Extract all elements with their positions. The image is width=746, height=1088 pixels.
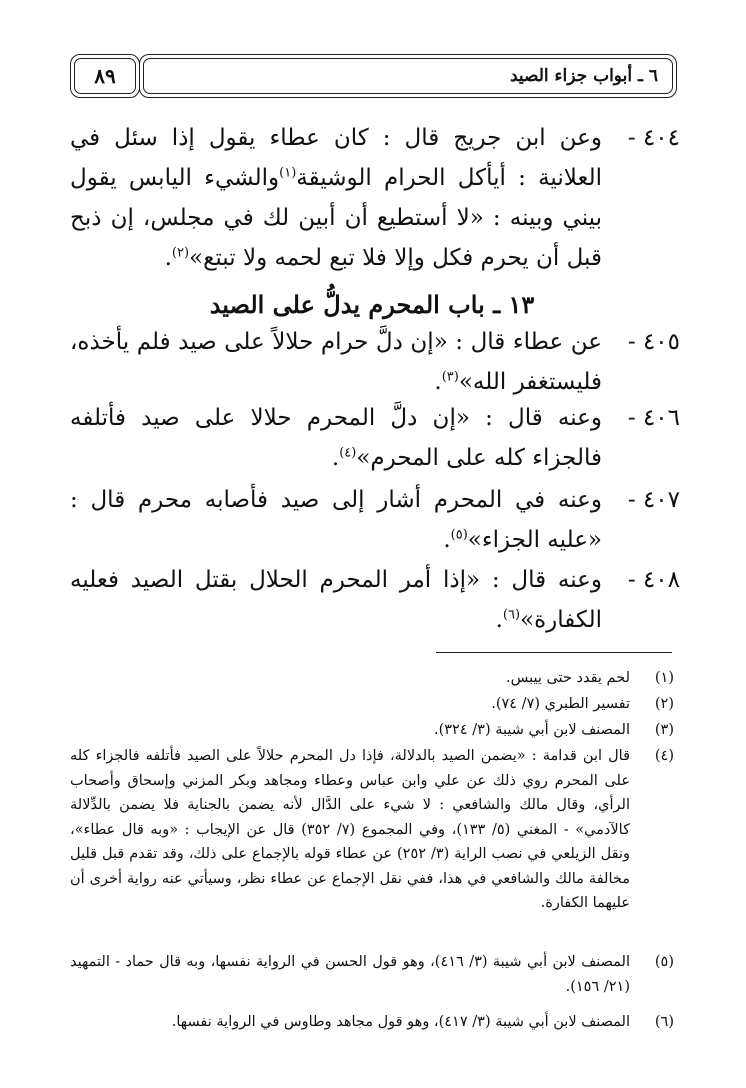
entry-text: وعنه قال : «إذا أمر المحرم الحلال بقتل الصيد فعليه الكفارة»$^{(٦)}$.	[70, 567, 602, 633]
entry-number: ٤٠٤ -	[627, 125, 680, 151]
entry-text: وعنه في المحرم أشار إلى صيد فأصابه محرم قال : «عليه الجزاء»$^{(٥)}$.	[70, 487, 602, 553]
footnote-number: (١)	[654, 670, 674, 686]
entry-405	[70, 322, 680, 402]
entry-406	[70, 398, 680, 478]
page-number: ٨٩	[94, 64, 116, 88]
footnote-divider	[436, 652, 672, 653]
footnote-4	[70, 744, 674, 916]
footnote-5	[70, 950, 674, 999]
footnote-6	[70, 1010, 674, 1035]
page-number-box	[74, 58, 136, 94]
footnote-1	[70, 666, 674, 691]
entry-text: وعن ابن جريج قال : كان عطاء يقول إذا سئل في العلانية : أيأكل الحرام الوشيقة$^{(١)}$والشيء اليابس يقول بيني وبينه : «لا أستطيع أن أبين لك في مجلس، إن ذبح قبل أن يحرم فكل وإلا فلا تبع لحمه ولا تبتع»$^{(٢)}$.	[70, 125, 602, 271]
entry-text: وعنه قال : «إن دلَّ المحرم حلالا على صيد فأتلفه فالجزاء كله على المحرم»$^{(٤)}$.	[70, 405, 602, 471]
footnote-ref: (٣)	[441, 369, 459, 385]
footnote-number: (٥)	[654, 954, 674, 970]
entry-number: ٤٠٨ -	[627, 567, 680, 593]
chapter-header	[143, 58, 673, 94]
entry-number: ٤٠٥ -	[627, 329, 680, 355]
chapter-title: ٦ ـ أبواب جزاء الصيد	[509, 66, 658, 86]
section-title: ١٣ ـ باب المحرم يدلُّ على الصيد	[209, 290, 535, 319]
footnote-ref: (٥)	[450, 527, 468, 543]
footnote-number: (٦)	[654, 1014, 674, 1030]
footnote-2	[70, 692, 674, 717]
entry-407	[70, 480, 680, 560]
footnote-text: المصنف لابن أبي شيبة (٣/ ٤١٧)، وهو قول مجاهد وطاوس في الرواية نفسها.	[171, 1014, 630, 1030]
footnote-text: تفسير الطبري (٧/ ٧٤).	[491, 696, 630, 712]
footnote-text: المصنف لابن أبي شيبة (٣/ ٣٢٤).	[433, 722, 630, 738]
footnote-3	[70, 718, 674, 743]
footnote-ref: (٤)	[339, 445, 357, 461]
footnote-number: (٢)	[654, 696, 674, 712]
entry-408	[70, 560, 680, 640]
entry-404	[70, 118, 680, 278]
entry-number: ٤٠٧ -	[627, 487, 680, 513]
footnote-text: قال ابن قدامة : «يضمن الصيد بالدلالة، فإذا دل المحرم حلالاً على الصيد فأتلفه فالجزاء كله على المحرم روي ذلك عن علي وابن عباس وعطاء ومجاهد وبكر المزني وإسحاق وأصحاب الرأي، وقال مالك والشافعي : لا شيء على الدَّال لأنه يضمن بالجناية فلا يضمن بالدِّلالة كالآدمي» - المغني (٥/ ١٣٣)، وفي المجموع (٧/ ٣٥٢) قال عن الإيجاب : «وبه قال عطاء»، ونقل الزيلعي في نصب الراية (٣/ ٢٥٢) عن عطاء قوله بالإجماع على ذلك، وقد تقدم قبل قليل مخالفة مالك والشافعي في هذا، ففي نقل الإجماع عن عطاء نظر، وسيأتي عنه رواية أخرى أن عليهما الكفارة.	[70, 748, 630, 911]
entry-text: عن عطاء قال : «إن دلَّ حرام حلالاً على صيد فلم يأخذه، فليستغفر الله»$^{(٣)}$.	[70, 329, 602, 395]
entry-number: ٤٠٦ -	[627, 405, 680, 431]
footnote-text: لحم يقدد حتى ييبس.	[505, 670, 630, 686]
footnote-number: (٣)	[654, 722, 674, 738]
footnote-ref: (١)	[279, 165, 297, 181]
footnote-number: (٤)	[654, 748, 674, 764]
footnote-text: المصنف لابن أبي شيبة (٣/ ٤١٦)، وهو قول الحسن في الرواية نفسها، وبه قال حماد - التمهيد (٢١/ ١٥٦).	[70, 954, 630, 995]
footnote-ref: (٦)	[502, 607, 521, 623]
footnote-ref: (٢)	[171, 245, 190, 261]
